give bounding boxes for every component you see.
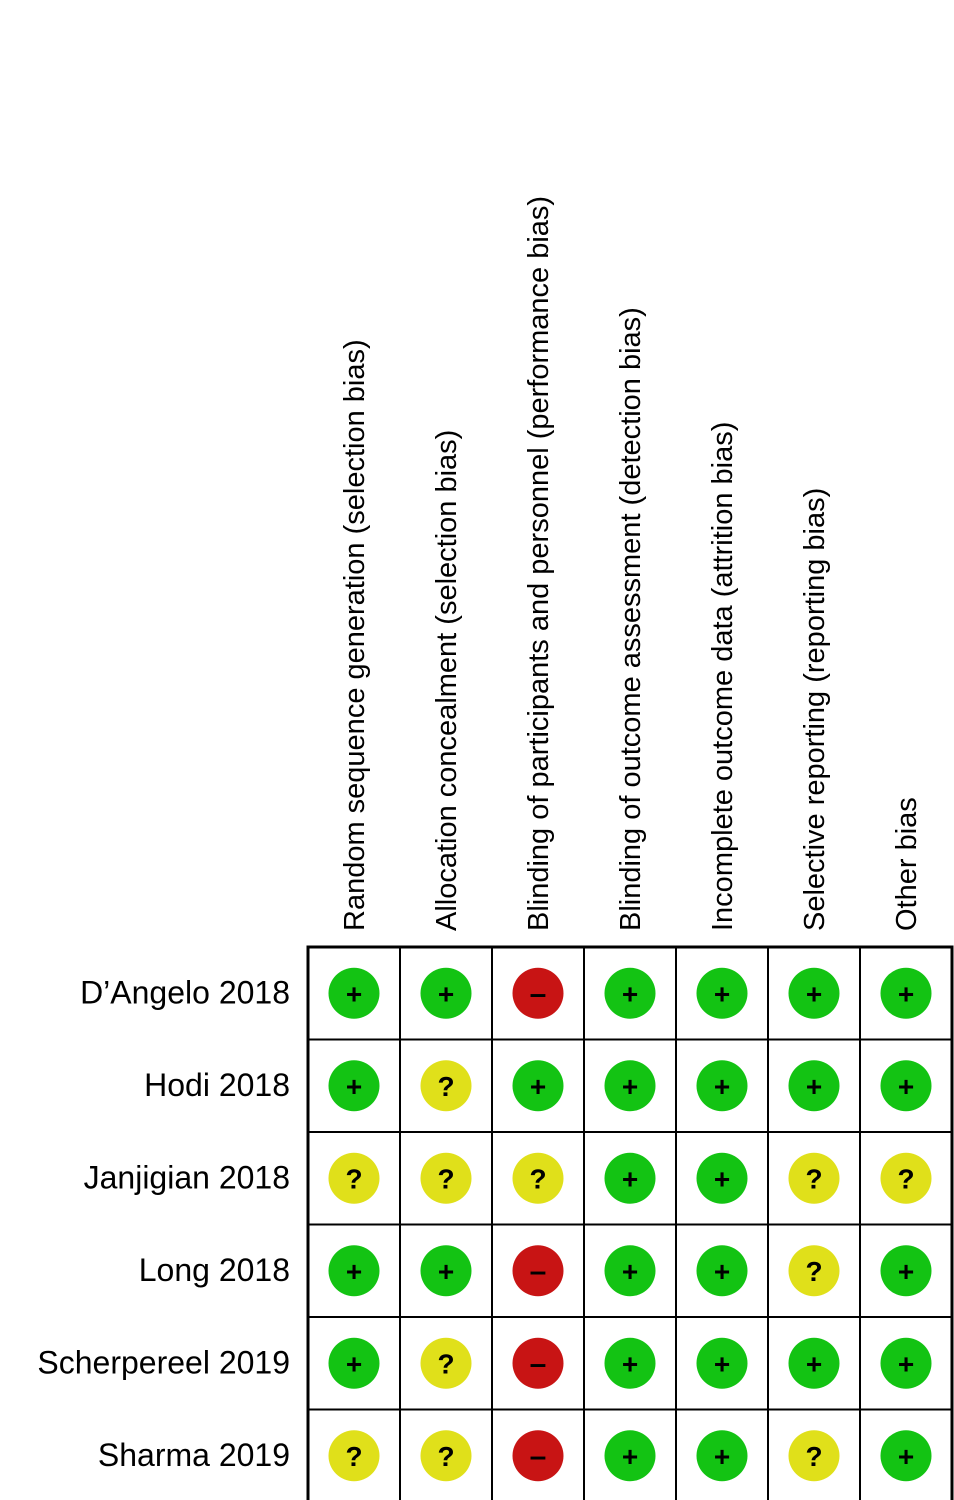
- judgement-symbol: +: [713, 978, 731, 1010]
- judgement-unclear-marker: [421, 1060, 472, 1111]
- judgement-symbol: –: [529, 1439, 547, 1473]
- judgement-unclear-marker: [329, 1430, 380, 1481]
- judgement-symbol: ?: [805, 1255, 823, 1287]
- judgement-low-marker: [605, 1245, 656, 1296]
- domain-header: Allocation concealment (selection bias): [431, 429, 463, 931]
- judgement-low-marker: [881, 1430, 932, 1481]
- judgement-high-marker: [513, 1245, 564, 1296]
- judgement-unclear-marker: [789, 1430, 840, 1481]
- judgement-high-marker: [513, 968, 564, 1019]
- judgement-low-marker: [697, 1153, 748, 1204]
- judgement-low-marker: [329, 1060, 380, 1111]
- judgement-symbol: +: [621, 1255, 639, 1287]
- judgement-unclear-marker: [421, 1153, 472, 1204]
- judgement-symbol: +: [897, 978, 915, 1010]
- judgement-low-marker: [329, 1245, 380, 1296]
- study-labels: [37, 974, 290, 1473]
- judgement-symbol: +: [345, 1348, 363, 1380]
- judgement-low-marker: [697, 968, 748, 1019]
- judgement-symbol: +: [897, 1070, 915, 1102]
- judgement-symbol: +: [437, 978, 455, 1010]
- judgement-symbol: +: [805, 978, 823, 1010]
- domain-header: Blinding of participants and personnel (performance bias): [523, 195, 555, 931]
- judgement-symbol: +: [621, 978, 639, 1010]
- judgement-symbol: +: [713, 1440, 731, 1472]
- judgement-unclear-marker: [421, 1430, 472, 1481]
- judgement-symbol: +: [897, 1255, 915, 1287]
- judgement-unclear-marker: [513, 1153, 564, 1204]
- judgement-unclear-marker: [329, 1153, 380, 1204]
- judgement-high-marker: [513, 1338, 564, 1389]
- judgement-symbol: +: [713, 1070, 731, 1102]
- judgement-symbol: ?: [529, 1163, 547, 1195]
- judgement-symbol: ?: [437, 1070, 455, 1102]
- judgement-symbol: +: [805, 1070, 823, 1102]
- domain-header: Incomplete outcome data (attrition bias): [707, 421, 739, 931]
- judgement-symbol: ?: [345, 1440, 363, 1472]
- judgement-low-marker: [513, 1060, 564, 1111]
- judgement-symbol: ?: [897, 1163, 915, 1195]
- domain-header: Random sequence generation (selection bias): [339, 339, 371, 931]
- judgement-low-marker: [421, 1245, 472, 1296]
- judgement-high-marker: [513, 1430, 564, 1481]
- study-label: Long 2018: [138, 1251, 290, 1288]
- judgement-low-marker: [329, 1338, 380, 1389]
- judgement-unclear-marker: [789, 1245, 840, 1296]
- judgement-symbol: +: [713, 1163, 731, 1195]
- judgement-symbol: +: [529, 1070, 547, 1102]
- judgement-low-marker: [881, 1060, 932, 1111]
- judgement-low-marker: [605, 1153, 656, 1204]
- judgement-low-marker: [881, 1245, 932, 1296]
- judgement-symbol: –: [529, 1254, 547, 1288]
- judgement-low-marker: [697, 1245, 748, 1296]
- judgement-symbol: ?: [437, 1348, 455, 1380]
- judgement-grid: [308, 947, 952, 1500]
- judgement-symbol: +: [713, 1255, 731, 1287]
- judgement-low-marker: [605, 1338, 656, 1389]
- study-label: Hodi 2018: [144, 1066, 290, 1103]
- judgement-symbol: +: [621, 1440, 639, 1472]
- judgement-low-marker: [421, 968, 472, 1019]
- judgement-unclear-marker: [789, 1153, 840, 1204]
- judgement-symbol: +: [345, 1070, 363, 1102]
- judgement-symbol: –: [529, 977, 547, 1011]
- judgement-symbol: ?: [437, 1440, 455, 1472]
- study-label: Janjigian 2018: [83, 1159, 290, 1196]
- judgement-low-marker: [697, 1338, 748, 1389]
- judgement-symbol: +: [345, 1255, 363, 1287]
- domain-headers: [339, 196, 923, 931]
- judgement-unclear-marker: [421, 1338, 472, 1389]
- domain-header: Other bias: [891, 797, 923, 931]
- judgement-low-marker: [605, 1060, 656, 1111]
- judgement-symbol: +: [621, 1348, 639, 1380]
- domain-header: Blinding of outcome assessment (detection bias): [615, 307, 647, 931]
- judgement-symbol: +: [437, 1255, 455, 1287]
- judgement-symbol: ?: [805, 1440, 823, 1472]
- judgement-symbol: +: [897, 1440, 915, 1472]
- judgement-symbol: +: [345, 978, 363, 1010]
- judgement-low-marker: [789, 1060, 840, 1111]
- judgement-symbol: ?: [805, 1163, 823, 1195]
- judgement-low-marker: [697, 1430, 748, 1481]
- judgement-unclear-marker: [881, 1153, 932, 1204]
- judgement-low-marker: [789, 968, 840, 1019]
- judgement-low-marker: [605, 968, 656, 1019]
- domain-header: Selective reporting (reporting bias): [799, 487, 831, 931]
- judgement-low-marker: [605, 1430, 656, 1481]
- study-label: D’Angelo 2018: [80, 974, 290, 1011]
- judgement-symbol: –: [529, 1347, 547, 1381]
- judgement-symbol: +: [713, 1348, 731, 1380]
- judgement-low-marker: [697, 1060, 748, 1111]
- judgement-low-marker: [881, 1338, 932, 1389]
- judgement-symbol: +: [621, 1163, 639, 1195]
- judgement-low-marker: [881, 968, 932, 1019]
- judgement-low-marker: [329, 968, 380, 1019]
- judgement-low-marker: [789, 1338, 840, 1389]
- judgement-symbol: ?: [437, 1163, 455, 1195]
- judgement-symbol: ?: [345, 1163, 363, 1195]
- judgement-symbol: +: [621, 1070, 639, 1102]
- judgement-symbol: +: [805, 1348, 823, 1380]
- study-label: Scherpereel 2019: [37, 1344, 290, 1381]
- judgement-symbol: +: [897, 1348, 915, 1380]
- study-label: Sharma 2019: [97, 1436, 290, 1473]
